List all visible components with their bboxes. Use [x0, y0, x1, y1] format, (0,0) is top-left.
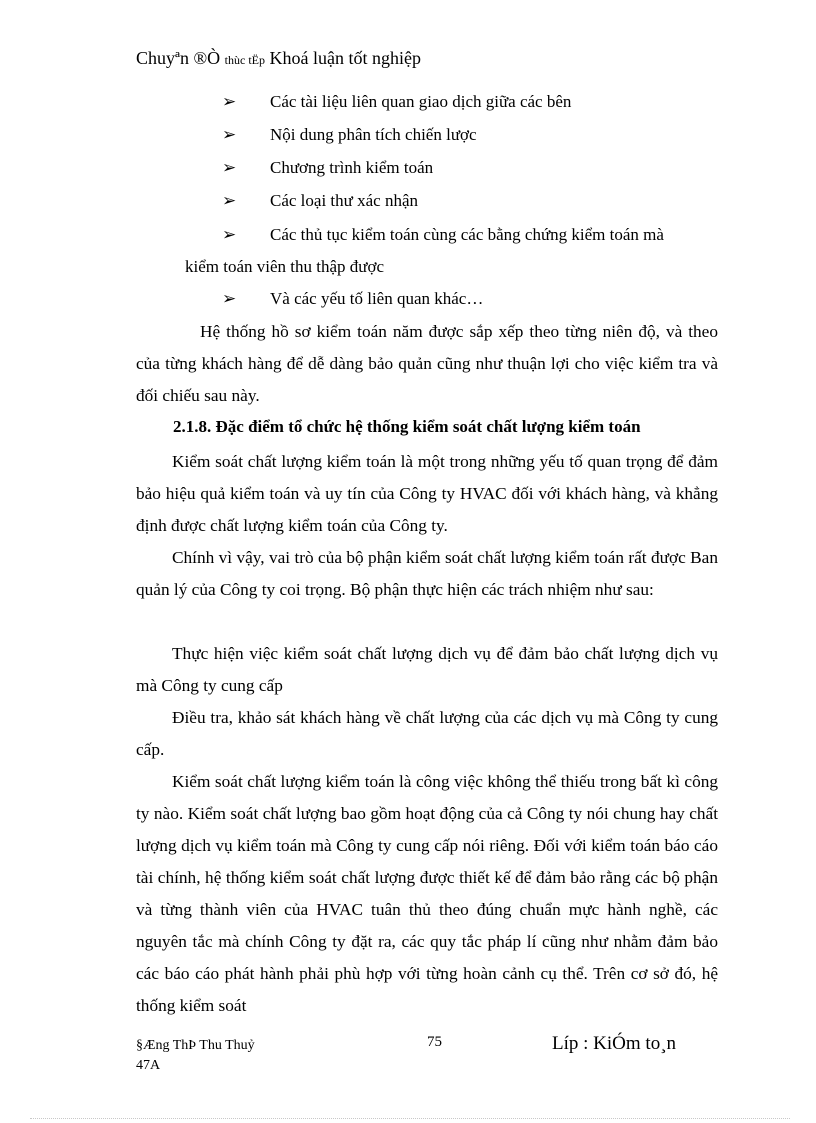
paragraph-quality-control: Kiểm soát chất lượng kiểm toán là công việc không thể thiếu trong bất kì công ty nào. Kiểm soát chất lượng bao gồm hoạt động của cả Công ty nói chung hay chất lượng dịch vụ kiểm toán mà Công ty cung cấp nói riêng. Đối với kiểm toán báo cáo tài chính, hệ thống kiểm soát chất lượng được thiết kế để đảm bảo rằng các bộ phận và từng thành viên của HVAC tuân thủ theo đúng chuẩn mực hành nghề, các nguyên tắc mà chính Công ty đặt ra, các quy tắc pháp lí cũng như nhằm đảm bảo các báo cáo phát hành phải phù hợp với từng hoàn cảnh cụ thể. Trên cơ sở đó, hệ thống kiểm soát — [136, 772, 718, 1015]
arrow-bullet-icon: ➢ — [222, 92, 237, 111]
arrow-bullet-icon: ➢ — [222, 289, 237, 308]
arrow-bullet-icon: ➢ — [222, 125, 237, 144]
list-item-text: Chương trình kiểm toán — [270, 158, 434, 177]
footer-author-name: §Æng ThÞ Thu Thuỷ — [136, 1038, 255, 1053]
list-item — [222, 225, 664, 245]
list-item-text: Và các yếu tố liên quan khác… — [270, 289, 484, 308]
arrow-bullet-icon: ➢ — [222, 191, 237, 210]
list-item — [222, 158, 433, 178]
arrow-bullet-icon: ➢ — [222, 225, 237, 244]
paragraph-duty-2: Điều tra, khảo sát khách hàng về chất lượng của các dịch vụ mà Công ty cung cấp. — [136, 708, 718, 759]
section-heading: 2.1.8. Đặc điểm tổ chức hệ thống kiểm soát chất lượng kiểm toán — [173, 417, 641, 436]
header-text-part3: Khoá luận tốt nghiệp — [264, 48, 421, 68]
list-item-text: Các loại thư xác nhận — [270, 191, 418, 210]
paragraph-role: Chính vì vậy, vai trò của bộ phận kiểm soát chất lượng kiểm toán rất được Ban quản lý của Công ty coi trọng. Bộ phận thực hiện các trách nhiệm như sau: — [136, 548, 718, 599]
page-divider — [30, 1118, 790, 1119]
footer-class-label: Líp : KiÓm to¸n — [552, 1033, 677, 1054]
list-item — [222, 191, 418, 211]
list-item-text: Các tài liệu liên quan giao dịch giữa các bên — [270, 92, 572, 111]
footer-author — [136, 1036, 255, 1076]
list-item-continuation: kiểm toán viên thu thập được — [185, 257, 385, 276]
page-number: 75 — [427, 1034, 442, 1050]
list-item — [222, 289, 483, 309]
header-text-part2: thùc tËp — [224, 53, 265, 67]
footer-author-class: 47A — [136, 1058, 161, 1073]
list-item-text: Các thủ tục kiểm toán cùng các bằng chứng kiểm toán mà — [270, 225, 664, 244]
header-text-part1: Chuyªn ®Ò — [136, 48, 225, 68]
arrow-bullet-icon: ➢ — [222, 158, 237, 177]
paragraph-duty-1: Thực hiện việc kiểm soát chất lượng dịch vụ để đảm bảo chất lượng dịch vụ mà Công ty cung cấp — [136, 644, 718, 695]
paragraph-quality-intro: Kiểm soát chất lượng kiểm toán là một trong những yếu tố quan trọng để đảm bảo hiệu quả kiểm toán và uy tín của Công ty HVAC đối với khách hàng, và khẳng định được chất lượng kiểm toán của Công ty. — [136, 452, 718, 535]
list-item — [222, 125, 477, 145]
list-item-text: Nội dung phân tích chiến lược — [270, 125, 477, 144]
paragraph-records: Hệ thống hồ sơ kiểm toán năm được sắp xếp theo từng niên độ, và theo của từng khách hàng để dễ dàng bảo quản cũng như thuận lợi cho việc kiểm tra và đối chiếu sau này. — [136, 322, 718, 405]
page-header — [136, 48, 421, 69]
list-item — [222, 92, 571, 112]
